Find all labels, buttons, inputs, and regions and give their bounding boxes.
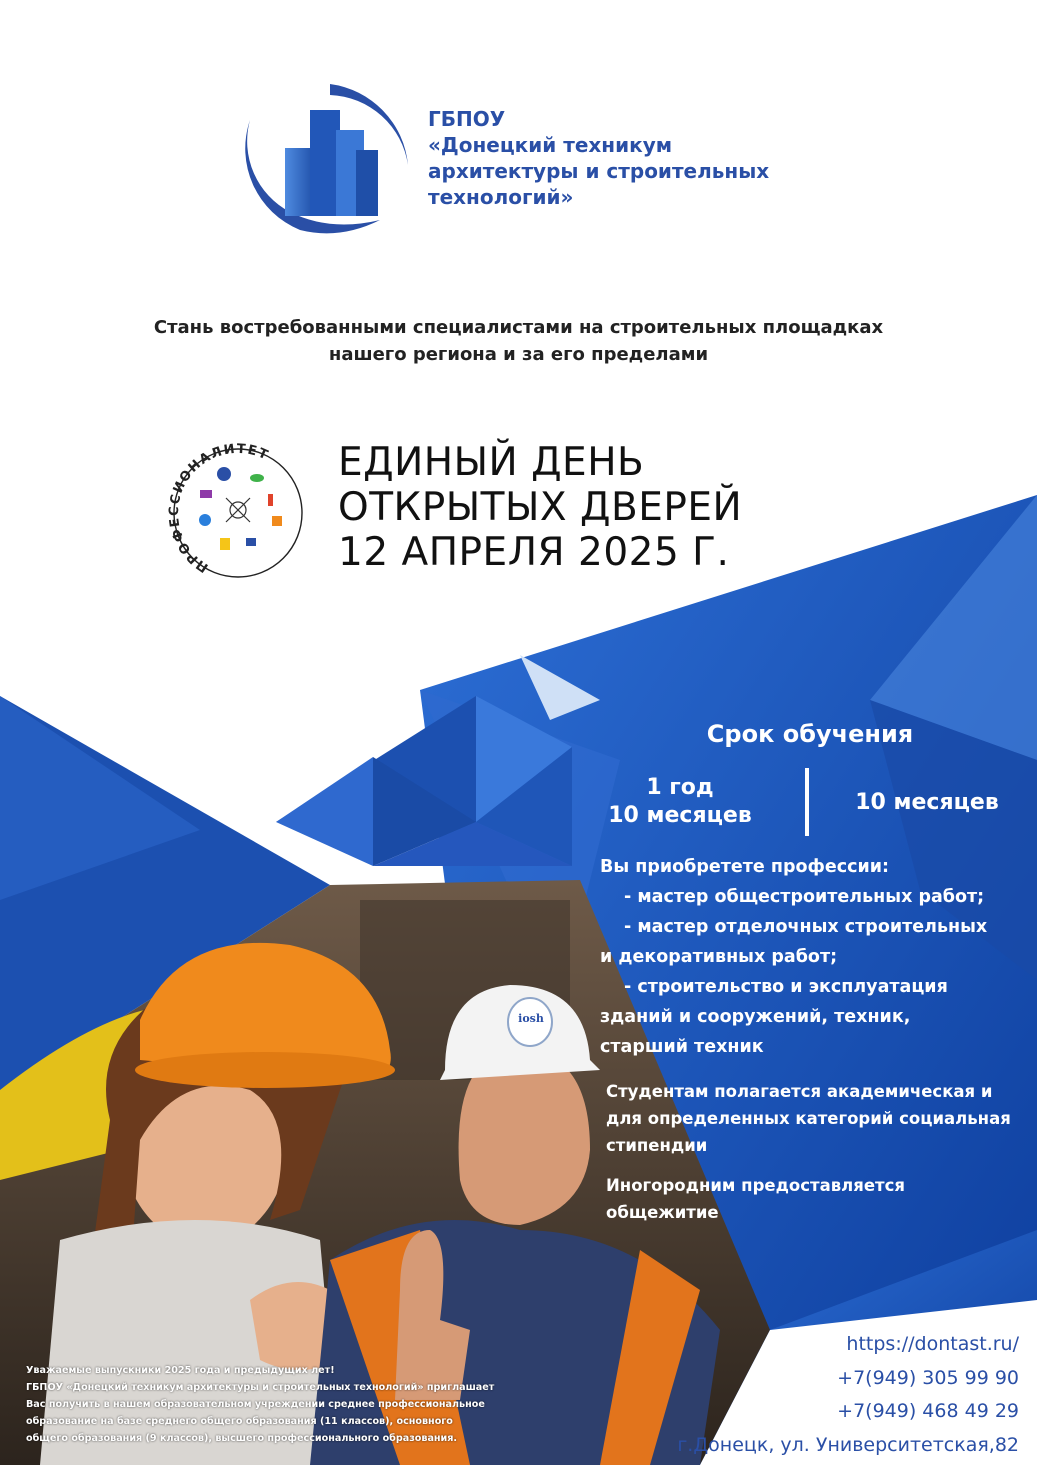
college-logo — [245, 84, 408, 233]
college-name-line: технологий» — [428, 185, 574, 209]
invitation-line: Уважаемые выпускники 2025 года и предыдущих лет! — [26, 1365, 335, 1376]
profession-item: зданий и сооружений, техник, — [600, 1007, 911, 1027]
badge-text: ПРОФЕССИОНАЛИТЕТ — [166, 441, 272, 575]
scholarship-line: Студентам полагается академическая и — [606, 1082, 993, 1101]
profession-item: старший техник — [600, 1037, 764, 1057]
tagline — [40, 314, 997, 368]
helmet-label: iosh — [518, 1012, 544, 1025]
invitation-line: общего образования (9 классов), высшего профессионального образования. — [26, 1433, 458, 1444]
badge-text-ring — [166, 441, 310, 585]
invitation-line: ГБПОУ «Донецкий техникум архитектуры и строительных технологий» приглашает — [26, 1382, 495, 1393]
website-link[interactable]: https://dontast.ru/ — [846, 1333, 1019, 1355]
event-date: 12 АПРЕЛЯ 2025 Г. — [338, 530, 730, 575]
contacts-block — [599, 1328, 1019, 1462]
scholarship-line: для определенных категорий социальная — [606, 1109, 1011, 1128]
college-name-line: ГБПОУ — [428, 107, 506, 131]
svg-text:ПРОФЕССИОНАЛИТЕТ — [167, 442, 271, 575]
college-name — [428, 106, 848, 210]
professions-intro: Вы приобретете профессии: — [600, 857, 890, 877]
event-line: ЕДИНЫЙ ДЕНЬ — [338, 440, 645, 485]
profession-item: - строительство и эксплуатация — [624, 977, 948, 997]
profession-item: - мастер общестроительных работ; — [624, 887, 985, 907]
triangle-deco — [276, 757, 373, 866]
training-option-a-line: 1 год — [646, 775, 714, 800]
training-title: Срок обучения — [706, 720, 914, 748]
event-heading — [338, 440, 858, 575]
training-option-a — [590, 774, 770, 830]
scholarship-note — [606, 1078, 1026, 1159]
profession-item: и декоративных работ; — [600, 947, 838, 967]
invitation-note — [26, 1362, 566, 1447]
tagline-line: Стань востребованными специалистами на строительных площадках — [153, 317, 884, 338]
profession-item: - мастер отделочных строительных — [624, 917, 988, 937]
tagline-line: нашего региона и за его пределами — [328, 344, 709, 365]
divider — [805, 768, 809, 836]
dormitory-line: общежитие — [606, 1203, 719, 1222]
invitation-line: Вас получить в нашем образовательном учреждении среднее профессиональное — [26, 1399, 485, 1410]
scholarship-line: стипендии — [606, 1136, 708, 1155]
event-line: ОТКРЫТЫХ ДВЕРЕЙ — [338, 485, 743, 530]
dormitory-note — [606, 1172, 1026, 1226]
college-name-line: архитектуры и строительных — [428, 159, 770, 183]
invitation-line: образование на базе среднего общего образования (11 классов), основного — [26, 1416, 453, 1427]
phone-number[interactable]: +7(949) 468 49 29 — [837, 1400, 1019, 1422]
training-option-b: 10 месяцев — [855, 790, 999, 815]
professions-block — [600, 852, 1030, 1062]
address: г.Донецк, ул. Университетская,82 — [677, 1433, 1019, 1456]
phone-number[interactable]: +7(949) 305 99 90 — [837, 1366, 1019, 1389]
college-name-line: «Донецкий техникум — [428, 133, 673, 157]
training-option-a-line: 10 месяцев — [608, 803, 752, 828]
dormitory-line: Иногородним предоставляется — [606, 1176, 905, 1195]
